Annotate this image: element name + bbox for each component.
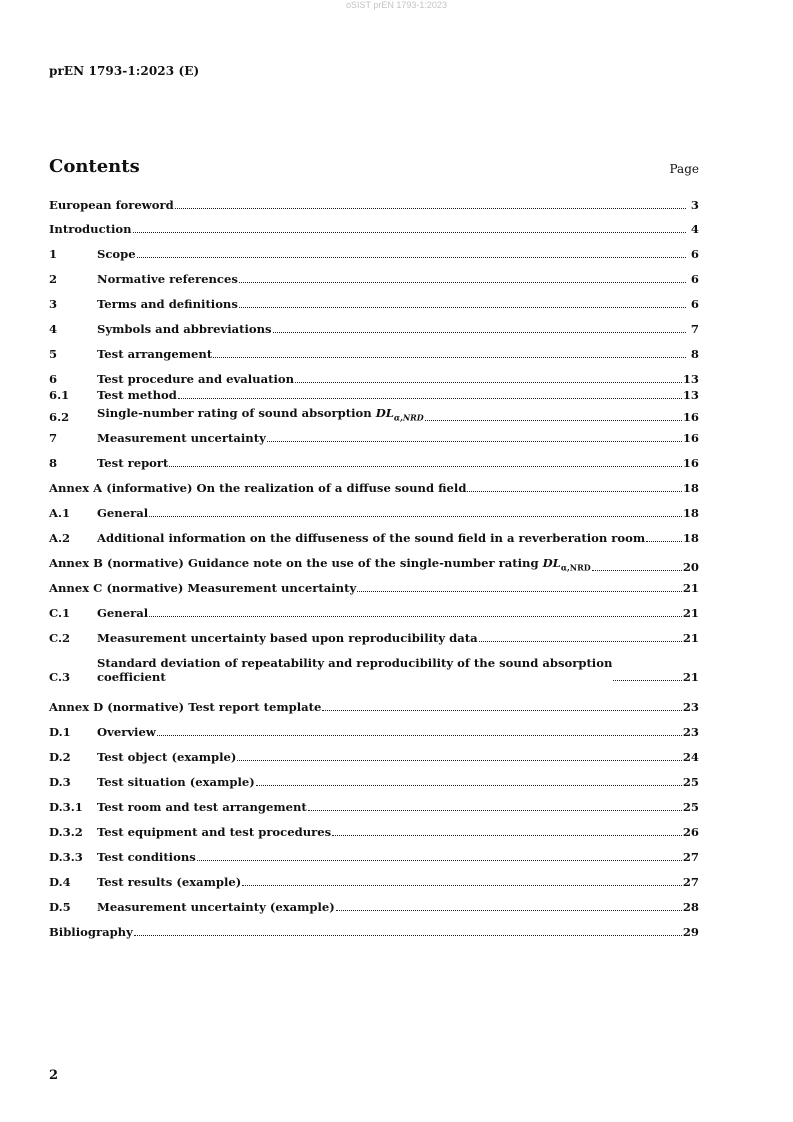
toc-entry-symbol: DL [375,406,394,420]
toc-entry[interactable] [49,700,699,714]
toc-entry-page: 29 [682,925,699,939]
toc-entry-number: D.3.1 [49,800,83,814]
toc-entry[interactable] [49,456,699,470]
toc-leader-dots [613,680,681,681]
toc-leader-dots [646,541,682,542]
toc-entry-number: D.4 [49,875,71,889]
toc-entry-page: 7 [690,322,699,336]
toc-entry-page: 25 [682,775,699,789]
toc-entry-title-text: Test arrangement [97,347,213,361]
toc-entry-title-line2: coefficient [97,670,166,684]
toc-entry-title [97,297,238,311]
toc-entry-title [97,900,335,914]
toc-entry-title-text: Annex A (informative) On the realization of a diffuse sound field [49,481,467,495]
toc-entry-title-text: Single-number rating of sound absorption [97,406,376,420]
toc-entry[interactable] [49,581,699,595]
toc-entry[interactable] [49,347,699,361]
toc-entry-title [97,247,136,261]
toc-entry-title [49,198,174,212]
toc-entry-page: 16 [682,431,699,445]
toc-entry-symbol: DL [542,556,561,570]
toc-entry-page: 18 [682,531,699,545]
toc-leader-dots [157,735,682,736]
toc-entry-title [49,481,466,495]
toc-entry[interactable] [49,406,699,424]
toc-entry-title [49,925,133,939]
toc-leader-dots [213,357,686,358]
toc-entry[interactable] [49,656,699,684]
toc-entry-number: 2 [49,272,58,286]
toc-entry-title [97,456,168,470]
toc-entry-title-text: Symbols and abbreviations [97,322,272,336]
toc-entry-title-text: Annex B (normative) Guidance note on the use of the single-number rating [49,556,543,570]
toc-entry-title-text: Scope [97,247,136,261]
toc-leader-dots [336,910,682,911]
toc-entry-title [97,875,241,889]
toc-entry-number: D.3 [49,775,71,789]
toc-leader-dots [256,785,682,786]
toc-leader-dots [332,835,682,836]
toc-entry-page: 21 [682,631,699,645]
toc-entry-title-text: European foreword [49,198,174,212]
toc-entry-page: 27 [682,850,699,864]
toc-entry[interactable] [49,631,699,645]
toc-entry-number: D.5 [49,900,71,914]
toc-entry-title [97,406,424,424]
toc-entry-number: C.3 [49,670,71,684]
toc-entry[interactable] [49,431,699,445]
toc-entry-title-text: Measurement uncertainty based upon reproducibility data [97,631,478,645]
toc-entry-title-text: Test procedure and evaluation [97,372,295,386]
toc-leader-dots [267,441,682,442]
toc-leader-dots [178,398,682,399]
toc-leader-dots [239,282,686,283]
toc-entry-title [97,506,148,520]
toc-entry-number: 3 [49,297,58,311]
toc-entry-title [97,800,307,814]
toc-entry-title [97,272,238,286]
toc-entry-page: 13 [682,372,699,386]
toc-entry[interactable] [49,800,699,814]
toc-leader-dots [133,232,686,233]
toc-leader-dots [149,516,682,517]
toc-entry[interactable] [49,606,699,620]
toc-entry-title [97,606,148,620]
toc-entry-title-text: Annex D (normative) Test report template [49,700,322,714]
toc-entry-title-line1: Standard deviation of repeatability and reproducibility of the sound absorption [97,656,613,670]
toc-entry[interactable] [49,556,699,574]
toc-entry[interactable] [49,875,699,889]
toc-entry[interactable] [49,247,699,261]
toc-entry[interactable] [49,850,699,864]
toc-entry-title-text: Additional information on the diffuseness of the sound field in a reverberation room [97,531,646,545]
toc-leader-dots [479,641,682,642]
toc-entry-page: 24 [682,750,699,764]
toc-entry-page: 16 [682,456,699,470]
toc-entry-page: 16 [682,410,699,425]
toc-entry-number: 6.1 [49,388,70,402]
toc-entry-title-text: Annex C (normative) Measurement uncertainty [49,581,357,595]
toc-entry-title-text: Introduction [49,222,132,236]
toc-leader-dots [467,491,681,492]
toc-entry[interactable] [49,388,699,402]
toc-entry[interactable] [49,531,699,545]
toc-entry-page: 27 [682,875,699,889]
toc-entry-title-text: Overview [97,725,156,739]
toc-leader-dots [237,760,681,761]
toc-entry-page: 26 [682,825,699,839]
toc-leader-dots [137,257,686,258]
toc-leader-dots [592,570,682,571]
toc-entry-page: 6 [690,272,699,286]
toc-entry-title [97,725,156,739]
toc-entry-page: 21 [682,606,699,620]
toc-entry-symbol-subscript: α,NRD [393,412,424,423]
toc-leader-dots [273,332,686,333]
toc-leader-dots [197,860,682,861]
toc-entry-title-text: Bibliography [49,925,133,939]
toc-entry-number: D.1 [49,725,71,739]
toc-entry-page: 4 [690,222,699,236]
toc-entry-page: 20 [682,560,699,575]
toc-entry-number: C.1 [49,606,71,620]
toc-entry[interactable] [49,750,699,764]
toc-entry-title-text: General [97,506,149,520]
toc-entry-title [97,322,272,336]
toc-entry-title-text: Test object (example) [97,750,237,764]
toc-leader-dots [308,810,682,811]
toc-entry[interactable] [49,506,699,520]
toc-leader-dots [322,710,681,711]
toc-leader-dots [357,591,682,592]
toc-entry-title [97,775,255,789]
toc-entry-number: D.3.2 [49,825,83,839]
toc-entry-title [97,750,236,764]
toc-entry-title [49,222,132,236]
toc-entry-title [49,700,321,714]
toc-entry[interactable] [49,825,699,839]
toc-entry-page: 3 [690,198,699,212]
toc-entry-page: 28 [682,900,699,914]
toc-entry-page: 13 [682,388,699,402]
toc-entry[interactable] [49,222,699,236]
toc-entry-number: D.2 [49,750,71,764]
toc-entry-number: 1 [49,247,58,261]
toc-entry-title-text: Test situation (example) [97,775,255,789]
toc-entry-page: 23 [682,725,699,739]
toc-entry-page: 18 [682,506,699,520]
toc-entry-title [97,347,212,361]
toc-entry[interactable] [49,372,699,386]
toc-entry-page: 6 [690,297,699,311]
toc-entry-number: 6 [49,372,58,386]
toc-leader-dots [149,616,682,617]
toc-entry-title [97,531,645,545]
toc-entry[interactable] [49,900,699,914]
toc-leader-dots [134,935,682,936]
toc-entry-title [97,388,177,402]
toc-entry-number: 4 [49,322,58,336]
toc-entry-title-text: Normative references [97,272,238,286]
toc-entry[interactable] [49,272,699,286]
toc-entry-title [97,850,196,864]
toc-entry-title-text: Test room and test arrangement [97,800,307,814]
toc-leader-dots [175,208,686,209]
toc-entry-title-text: Test results (example) [97,875,242,889]
toc-entry-page: 21 [682,581,699,595]
toc-entry-title-text: Measurement uncertainty (example) [97,900,335,914]
toc-entry-number: 6.2 [49,410,70,425]
toc-entry-title [97,825,331,839]
toc-entry[interactable] [49,925,699,939]
toc-entry-title [97,656,612,684]
document-id: prEN 1793-1:2023 (E) [49,64,200,78]
toc-entry-title [97,431,266,445]
toc-entry[interactable] [49,775,699,789]
toc-entry-page: 18 [682,481,699,495]
toc-entry-page: 25 [682,800,699,814]
toc-entry-number: 7 [49,431,58,445]
toc-entry-page: 6 [690,247,699,261]
toc-entry-title-text: Test equipment and test procedures [97,825,332,839]
toc-entry-title [49,556,591,574]
toc-entry-title-text: Test report [97,456,169,470]
toc-entry-number: 5 [49,347,58,361]
toc-leader-dots [169,466,681,467]
toc-entry-title-text: Test method [97,388,177,402]
toc-entry-title [97,372,294,386]
toc-entry[interactable] [49,322,699,336]
toc-entry[interactable] [49,481,699,495]
toc-entry-page: 23 [682,700,699,714]
toc-leader-dots [425,420,682,421]
toc-entry-title-text: Measurement uncertainty [97,431,266,445]
toc-entry-number: 8 [49,456,58,470]
toc-leader-dots [239,307,686,308]
toc-entry-number: C.2 [49,631,71,645]
toc-leader-dots [295,382,682,383]
watermark: oSIST prEN 1793-1:2023 [346,0,447,10]
toc-entry-symbol-subscript: α,NRD [560,562,591,573]
toc-entry-number: D.3.3 [49,850,83,864]
footer-page-number: 2 [49,1068,59,1083]
toc-entry[interactable] [49,297,699,311]
toc-leader-dots [242,885,682,886]
contents-title: Contents [49,156,140,177]
toc-entry-title [97,631,478,645]
toc-entry[interactable] [49,725,699,739]
toc-entry-title [49,581,356,595]
toc-entry-number: A.1 [49,506,71,520]
toc-entry-title-text: Test conditions [97,850,196,864]
toc-entry-title-text: Terms and definitions [97,297,238,311]
toc-entry-title-text: General [97,606,149,620]
toc-entry[interactable] [49,198,699,212]
toc-entry-page: 8 [690,347,699,361]
toc-entry-number: A.2 [49,531,71,545]
toc-entry-page: 21 [682,670,699,684]
page-column-label: Page [669,162,699,176]
contents-header [49,156,699,182]
